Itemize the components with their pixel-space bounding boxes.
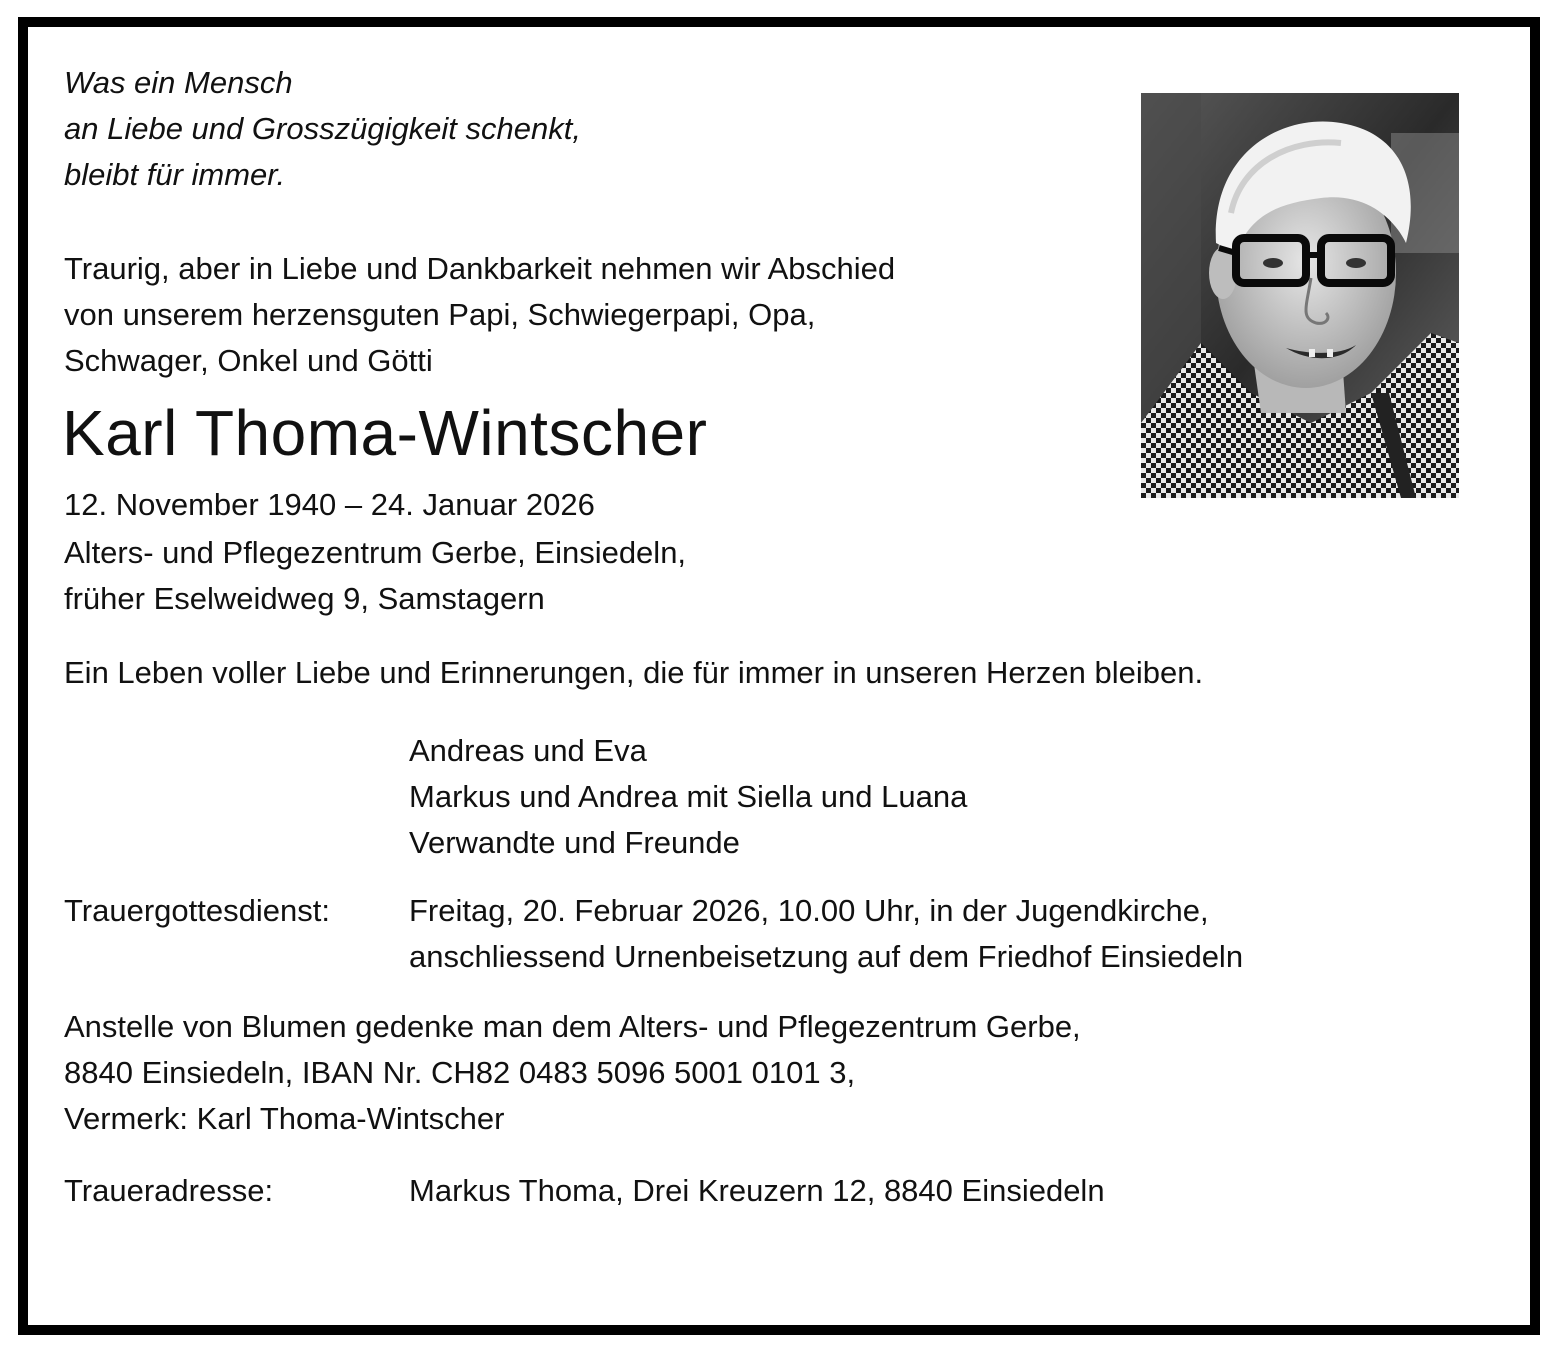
- residence-line: früher Eselweidweg 9, Samstagern: [64, 581, 545, 616]
- donation-line: Vermerk: Karl Thoma-Wintscher: [64, 1101, 505, 1136]
- mourner-line: Markus und Andrea mit Siella und Luana: [409, 779, 968, 814]
- address-value: Markus Thoma, Drei Kreuzern 12, 8840 Einsiedeln: [409, 1173, 1105, 1208]
- deceased-name: Karl Thoma-Wintscher: [62, 397, 708, 469]
- intro-line: Schwager, Onkel und Götti: [64, 343, 433, 378]
- service-line: anschliessend Urnenbeisetzung auf dem Friedhof Einsiedeln: [409, 939, 1244, 974]
- portrait-illustration: [1141, 93, 1459, 498]
- donation-line: 8840 Einsiedeln, IBAN Nr. CH82 0483 5096 5001 0101 3,: [64, 1055, 856, 1090]
- quote-line: Was ein Mensch: [64, 65, 293, 100]
- donation-note: [64, 1004, 1464, 1142]
- life-dates: 12. November 1940 – 24. Januar 2026: [64, 487, 595, 522]
- quote-line: an Liebe und Grosszügigkeit schenkt,: [64, 111, 581, 146]
- service-label: Trauergottesdienst:: [64, 893, 330, 928]
- residence-line: Alters- und Pflegezentrum Gerbe, Einsiedeln,: [64, 535, 687, 570]
- residence: [64, 530, 1464, 622]
- quote-line: bleibt für immer.: [64, 157, 286, 192]
- mourners-list: [409, 728, 1464, 866]
- donation-line: Anstelle von Blumen gedenke man dem Alters- und Pflegezentrum Gerbe,: [64, 1009, 1081, 1044]
- service-line: Freitag, 20. Februar 2026, 10.00 Uhr, in der Jugendkirche,: [409, 893, 1209, 928]
- funeral-service: [64, 888, 1464, 980]
- intro-line: Traurig, aber in Liebe und Dankbarkeit nehmen wir Abschied: [64, 251, 896, 286]
- portrait-photo: [1141, 93, 1459, 498]
- mourner-line: Andreas und Eva: [409, 733, 647, 768]
- motto: Ein Leben voller Liebe und Erinnerungen, die für immer in unseren Herzen bleiben.: [64, 655, 1204, 690]
- service-details: [409, 888, 1243, 980]
- intro-line: von unserem herzensguten Papi, Schwiegerpapi, Opa,: [64, 297, 816, 332]
- mourner-line: Verwandte und Freunde: [409, 825, 740, 860]
- mourning-address: [64, 1168, 1464, 1214]
- address-label: Traueradresse:: [64, 1173, 274, 1208]
